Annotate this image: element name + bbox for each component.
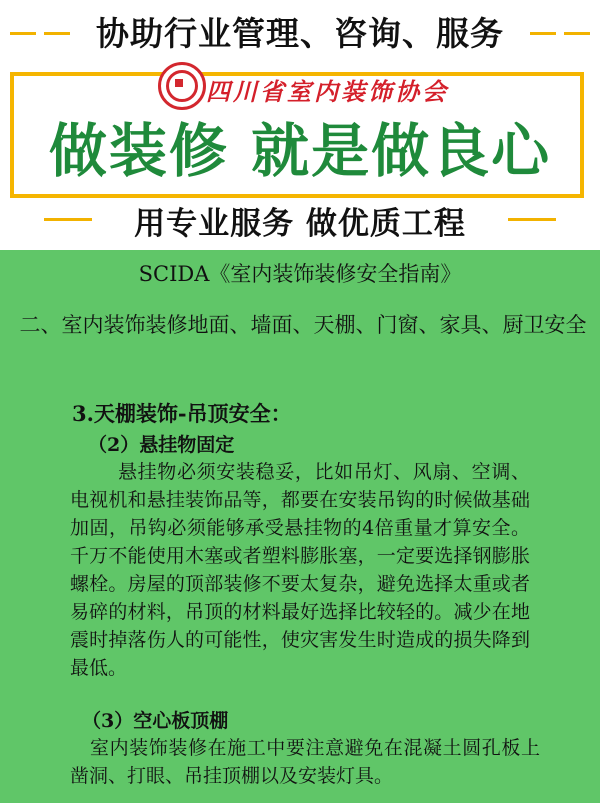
document-title: SCIDA《室内装饰装修安全指南》 (138, 262, 462, 286)
paragraph: 悬挂物必须安装稳妥，比如吊灯、风扇、空调、电视机和悬挂装饰品等，都要在安装吊钩的时候做基础加固，吊钩必须能够承受悬挂物的4倍重量才算安全。千万不能使用木塞或者塑料膨胀塞，一定要选择钢膨胀螺栓。房屋的顶部装修不要太复杂，避免选择太重或者易碎的材料，吊顶的材料最好选择比较轻的。减少在地震时掉落伤人的可能性，使灾害发生时造成的损失降到最低。 (70, 461, 530, 679)
decorative-dash (530, 32, 556, 35)
top-banner (0, 0, 600, 66)
logo-center (175, 79, 183, 87)
association-logo-icon (158, 62, 206, 110)
header-banner (0, 0, 600, 250)
paragraph: 室内装饰装修在施工中要注意避免在混凝土圆孔板上凿洞、打眼、吊挂顶棚以及安装灯具。 (70, 737, 540, 787)
decorative-dash (564, 32, 590, 35)
top-title: 协助行业管理、咨询、服务 (96, 14, 504, 53)
item-heading: （3）空心板顶棚 (82, 710, 229, 732)
slogan: 做装修 就是做良心 (48, 117, 552, 185)
association-name: 四川省室内装饰协会 (206, 78, 449, 106)
decorative-dash (508, 218, 556, 221)
subline: 用专业服务 做优质工程 (134, 206, 466, 242)
section-heading: 二、室内装饰装修地面、墙面、天棚、门窗、家具、厨卫安全 (19, 313, 587, 337)
subsection-heading: 3.天棚装饰-吊顶安全： (72, 401, 292, 426)
item-heading: （2）悬挂物固定 (88, 434, 235, 456)
